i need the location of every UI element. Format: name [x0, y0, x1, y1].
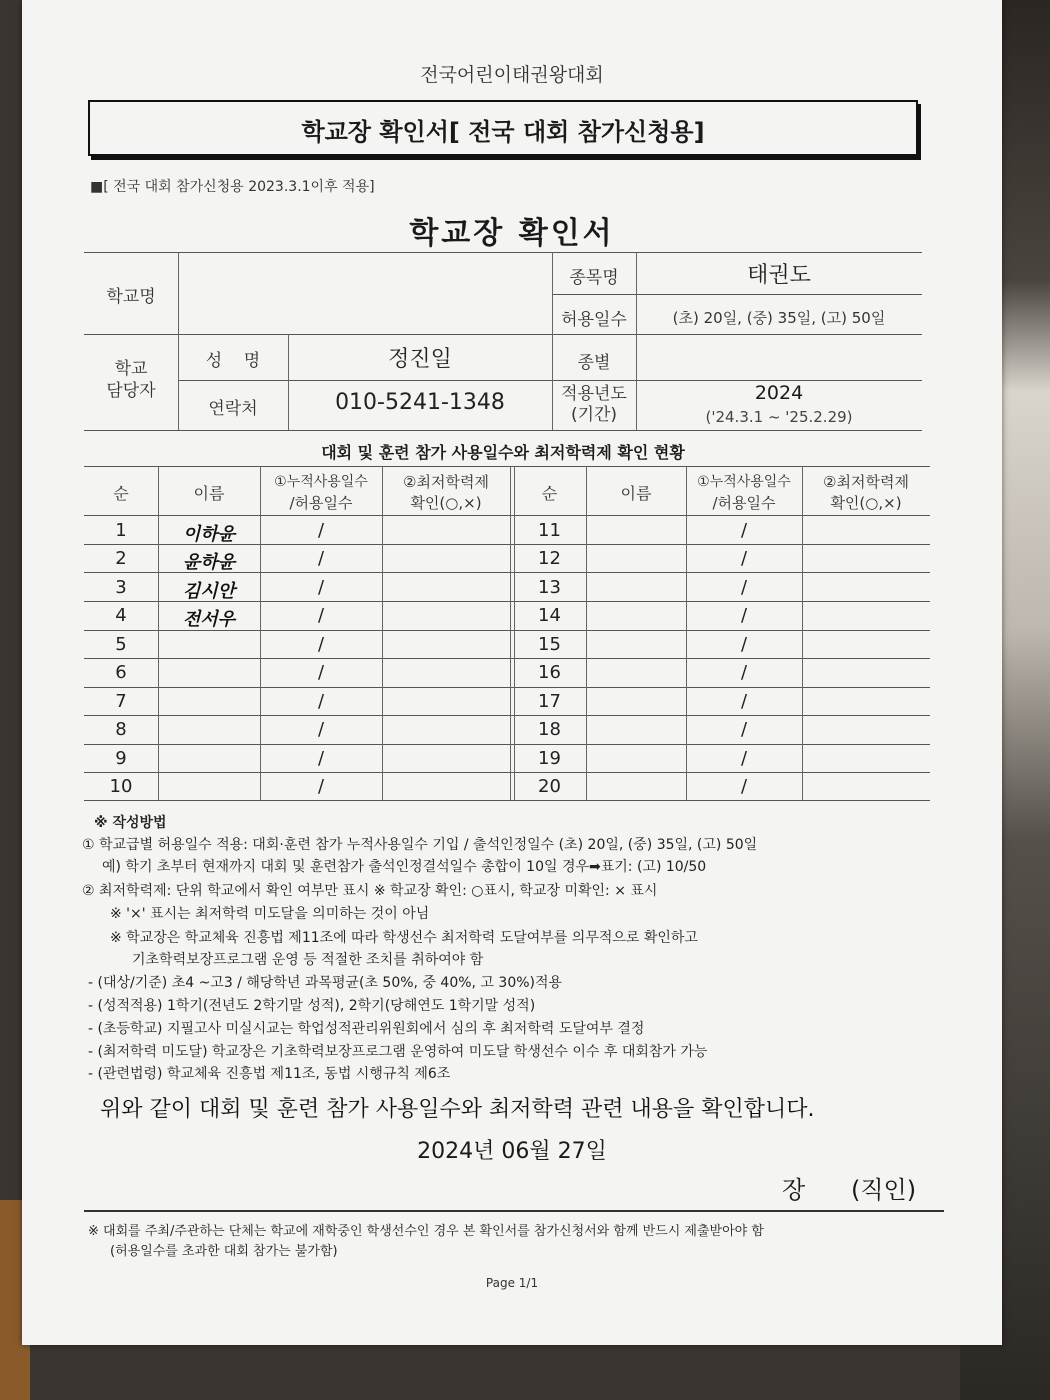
row-days-slash: / [740, 776, 748, 797]
instruction-line: - (대상/기준) 초4 ~고3 / 해당학년 과목평균(초 50%, 중 40%, 고 30%)적용 [88, 975, 563, 991]
row-no: 20 [538, 776, 561, 797]
row-days-slash: / [317, 605, 325, 626]
row-no: 6 [115, 662, 127, 683]
allowed-days-value: (초) 20일, (중) 35일, (고) 50일 [672, 309, 886, 327]
col-header-days-2-right: /허용일수 [712, 494, 776, 512]
instruction-line: - (최저학력 미도달) 학교장은 기초학력보장프로그램 운영하여 미도달 학생선수 이수 후 대회참가 가능 [88, 1044, 708, 1060]
row-days-slash: / [740, 634, 748, 655]
row-no: 16 [538, 662, 561, 683]
year-period: ('24.3.1 ~ '25.2.29) [705, 408, 853, 426]
row-days-slash: / [740, 719, 748, 740]
instruction-line: ※ 학교장은 학교체육 진흥법 제11조에 따라 학생선수 최저학력 도달여부를 의무적으로 확인하고 [110, 930, 698, 946]
col-header-days-2: /허용일수 [289, 494, 353, 512]
row-days-slash: / [740, 605, 748, 626]
row-no: 19 [538, 748, 561, 769]
row-no: 5 [115, 634, 127, 655]
col-header-days-1: ①누적사용일수 [274, 474, 368, 490]
row-days-slash: / [317, 691, 325, 712]
school-contact-label: 학교 담당자 [106, 359, 156, 401]
instruction-line: ① 학교급별 허용일수 적용: 대회·훈련 참가 누적사용일수 기입 / 출석인정일수 (초) 20일, (중) 35일, (고) 50일 [82, 837, 758, 853]
instructions-heading: ※ 작성방법 [94, 815, 167, 831]
document-title: 학교장 확인서[ 전국 대회 참가신청용] [301, 118, 705, 146]
document-title-box [88, 100, 918, 156]
row-days-slash: / [740, 691, 748, 712]
year-value: 2024 [754, 382, 804, 404]
row-name-handwritten: 김시안 [182, 581, 236, 602]
row-days-slash: / [317, 719, 325, 740]
col-header-no-right: 순 [541, 484, 558, 503]
col-header-name: 이름 [193, 484, 225, 503]
instruction-line: ② 최저학력제: 단위 학교에서 확인 여부만 표시 ※ 학교장 확인: ○표시, 학교장 미확인: × 표시 [82, 883, 658, 899]
row-no: 8 [115, 719, 127, 740]
row-days-slash: / [317, 776, 325, 797]
col-header-no: 순 [113, 484, 129, 503]
row-no: 1 [115, 520, 127, 541]
row-no: 15 [538, 634, 561, 655]
organizer-name: 전국어린이태권왕대회 [420, 64, 604, 86]
row-no: 13 [538, 577, 561, 598]
row-days-slash: / [740, 748, 748, 769]
col-header-check-2: 확인(○,×) [410, 494, 482, 512]
principal-seal: 장 (직인) [782, 1176, 917, 1204]
row-no: 9 [115, 748, 127, 769]
event-value: 태권도 [747, 263, 811, 288]
document-page [22, 0, 1002, 1345]
row-no: 18 [538, 719, 561, 740]
applicability-notice: ■[ 전국 대회 참가신청용 2023.3.1이후 적용] [90, 179, 375, 195]
row-days-slash: / [740, 577, 748, 598]
row-days-slash: / [317, 634, 325, 655]
row-no: 3 [115, 577, 127, 598]
row-name-handwritten: 윤하윤 [182, 552, 236, 573]
row-days-slash: / [317, 662, 325, 683]
row-no: 14 [538, 605, 561, 626]
row-days-slash: / [317, 520, 325, 541]
row-days-slash: / [740, 548, 748, 569]
year-label: 적용년도 (기간) [561, 384, 627, 425]
col-header-name-right: 이름 [620, 484, 652, 503]
name-label: 성 명 [205, 351, 261, 371]
footer-notice: ※ 대회를 주최/주관하는 단체는 학교에 재학중인 학생선수인 경우 본 확인서를 참가신청서와 함께 반드시 제출받아야 함 [88, 1224, 764, 1239]
row-days-slash: / [740, 520, 748, 541]
row-no: 17 [538, 691, 561, 712]
instruction-line: 기초학력보장프로그램 운영 등 적절한 조치를 취하여야 함 [132, 952, 484, 968]
event-label: 종목명 [569, 268, 619, 288]
instruction-line: - (성적적용) 1학기(전년도 2학기말 성적), 2학기(당해연도 1학기말 성적) [88, 998, 536, 1014]
row-no: 12 [538, 548, 561, 569]
contact-name-value: 정진일 [388, 347, 452, 372]
row-days-slash: / [317, 748, 325, 769]
instruction-line: - (초등학교) 지필고사 미실시교는 학업성적관리위원회에서 심의 후 최저학력 도달여부 결정 [88, 1021, 645, 1037]
confirmation-statement: 위와 같이 대회 및 훈련 참가 사용일수와 최저학력 관련 내용을 확인합니다. [100, 1097, 815, 1122]
usage-table-caption: 대회 및 훈련 참가 사용일수와 최저학력제 확인 현황 [321, 443, 685, 462]
allowed-days-label: 허용일수 [561, 310, 627, 330]
col-header-days-1-right: ①누적사용일수 [697, 474, 791, 490]
row-no: 10 [109, 776, 133, 797]
instruction-line: 예) 학기 초부터 현재까지 대회 및 훈련참가 출석인정결석일수 총합이 10일 경우➡표기: (고) 10/50 [102, 859, 707, 875]
row-days-slash: / [317, 577, 325, 598]
row-no: 2 [115, 548, 127, 569]
phone-value: 010-5241-1348 [335, 390, 505, 415]
col-header-check-2-right: 확인(○,×) [830, 494, 902, 512]
row-no: 7 [115, 691, 127, 712]
row-no: 4 [115, 605, 127, 626]
row-days-slash: / [740, 662, 748, 683]
instruction-line: - (관련법령) 학교체육 진흥법 제11조, 동법 시행규칙 제6조 [88, 1066, 451, 1082]
certificate-title: 학교장 확인서 [409, 216, 615, 251]
row-name-handwritten: 이하윤 [182, 524, 236, 545]
instruction-line: ※ '×' 표시는 최저학력 미도달을 의미하는 것이 아님 [110, 906, 430, 922]
page-number: Page 1/1 [485, 1276, 539, 1290]
footer-notice-sub: (허용일수를 초과한 대회 참가는 불가함) [110, 1244, 338, 1259]
school-name-label: 학교명 [106, 287, 156, 307]
col-header-check-1: ②최저학력제 [403, 473, 489, 491]
row-days-slash: / [317, 548, 325, 569]
issue-date: 2024년 06월 27일 [417, 1139, 607, 1164]
phone-label: 연락처 [208, 399, 258, 419]
row-no: 11 [538, 520, 561, 541]
col-header-check-1-right: ②최저학력제 [823, 473, 909, 491]
row-name-handwritten: 전서우 [182, 609, 236, 630]
category-label: 종별 [577, 353, 611, 373]
